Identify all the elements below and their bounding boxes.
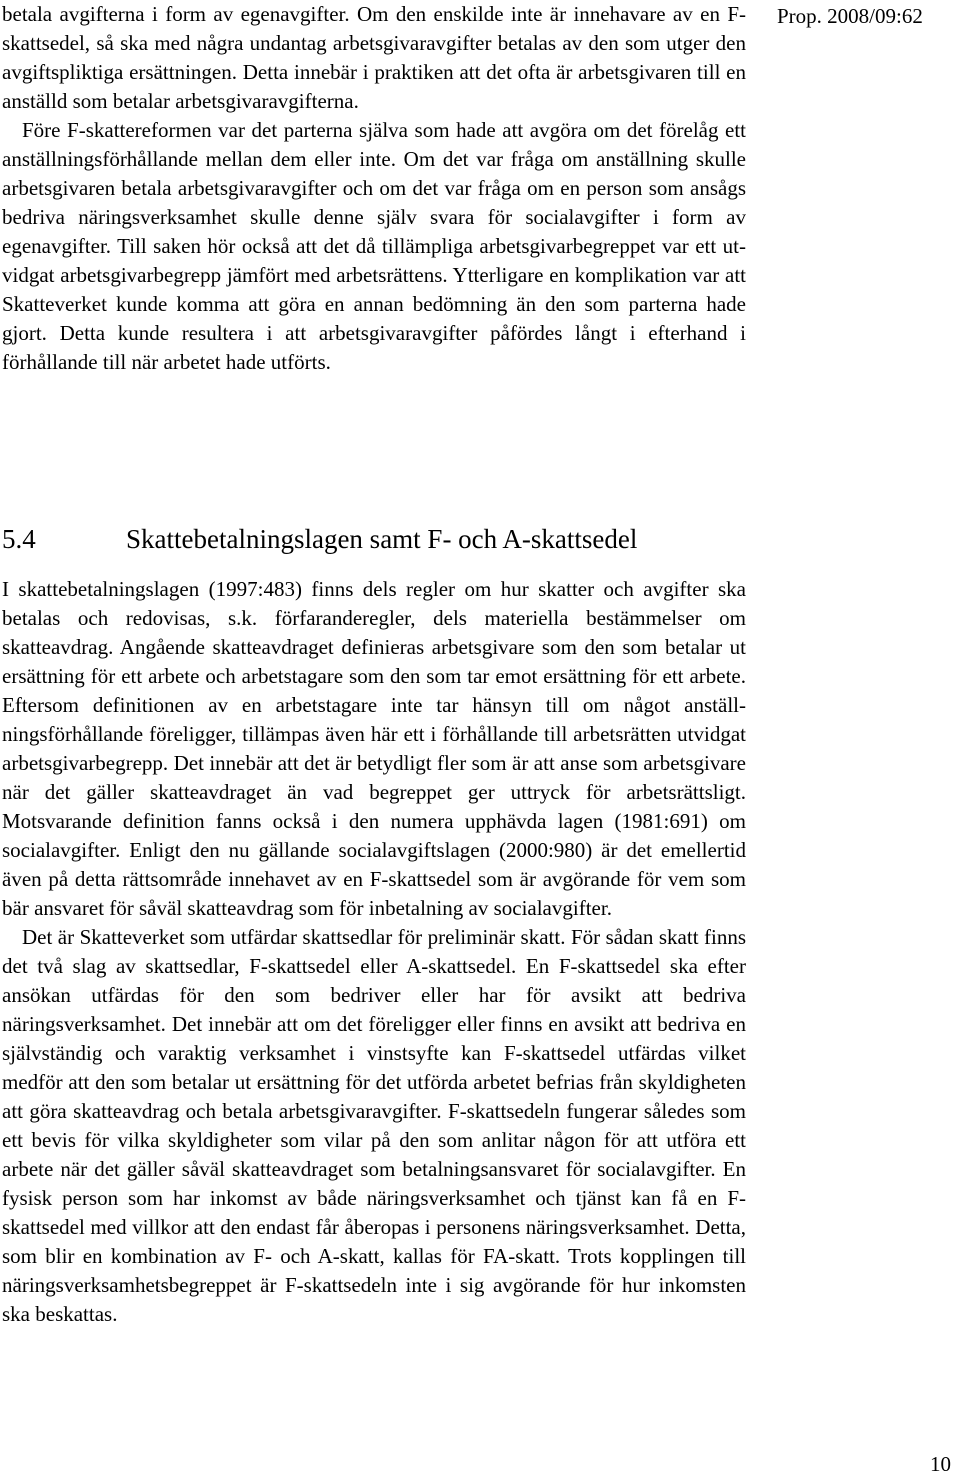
paragraph-skattebetalningslagen: I skattebetalningslagen (1997:483) finns dels regler om hur skatter och avgifter ska betalas och redovisas, s.k. förfaranderegler, dels materiella bestämmelser om skatteavdrag. Angående skatteavdraget definieras arbetsgivare som den som betalar ut ersättning för ett arbete och arbetstagare som den som tar emot ersättning för ett arbete. Eftersom definitionen av en arbetstagare inte tar hänsyn till om något anställningsförhållande föreligger, tillämpas även här ett i förhållande till arbetsrätten utvidgat arbetsgivarbegrepp. Det innebär att det är betydligt fler som är att anse som arbetsgivare när det gäller skatteavdraget än vad begreppet ger uttryck för arbetsrättsligt. Motsvarande definition fanns också i den numera upphävda lagen (1981:691) om socialavgifter. Enligt den nu gällande socialavgiftslagen (2000:980) är det emellertid även på detta rättsområde innehavet av en F-skattsedel som är avgörande för vem som bär ansvaret för såväl skatteavdrag som för inbetalning av socialavgifter.: [2, 577, 746, 920]
paragraph-skattsedlar: Det är Skatteverket som utfärdar skattsedlar för preliminär skatt. För sådan skatt finns det två slag av skattsedlar, F-skattsedel eller A-skattsedel. En F-skattsedel ska efter ansökan utfärdas för den som bedriver eller har för avsikt att bedriva näringsverksamhet. Det innebär att om det föreligger eller finns en avsikt att bedriva en självständig och varaktig verksamhet i vinstsyfte kan F-skattsedel utfärdas vilket medför att den som betalar ut ersättning för det utförda arbetet befrias från skyldigheten att göra skatteavdrag och betala arbetsgivaravgifter. F-skattsedeln fungerar således som ett bevis för vilka skyldigheter som vilar på den som anlitar någon för att utföra ett arbete när det gäller såväl skatteavdraget som betalningsansvaret för socialavgifter. En fysisk person som har inkomst av både näringsverksamhet och tjänst kan få en F-skattsedel med villkor att den endast får åberopas i personens näringsverksamhet. Detta, som blir en kombination av F- och A-skatt, kallas för FA-skatt. Trots kopplingen till näringsverksamhetsbegreppet är F-skattsedeln inte i sig avgörande för hur inkomsten ska beskattas.: [2, 925, 746, 1326]
section-text-block: [2, 575, 746, 1329]
section-title: Skattebetalningslagen samt F- och A-skattsedel: [126, 524, 638, 554]
section-heading: [2, 522, 637, 556]
paragraph-continuation: betala avgifterna i form av egenavgifter. Om den enskilde inte är innehavare av en F-skattsedel, så ska med några undantag arbetsgivaravgifter betalas av den som utger den avgiftspliktiga ersättningen. Detta innebär i praktiken att det ofta är arbetsgivaren till en anställd som betalar arbetsgivaravgifterna.: [2, 2, 746, 113]
paragraph-f-skattereformen: Före F-skattereformen var det parterna själva som hade att avgöra om det förelåg ett anställningsförhållande mellan dem eller inte. Om det var fråga om anställning skulle arbetsgivaren betala arbetsgivaravgifter och om det var fråga om en person som ansågs bedriva näringsverksamhet skulle denne själv svara för socialavgifter i form av egenavgifter. Till saken hör också att det då tillämpliga arbetsgivarbegreppet var ett utvidgat arbetsgivarbegrepp jämfört med arbetsrättens. Ytterligare en komplikation var att Skatteverket kunde komma att göra en annan bedömning än den som parterna hade gjort. Detta kunde resultera i att arbetsgivaravgifter påfördes långt i efterhand i förhållande till när arbetet hade utförts.: [2, 118, 746, 374]
top-text-block: [2, 0, 746, 377]
prop-reference: Prop. 2008/09:62: [777, 4, 923, 28]
section-number: 5.4: [2, 524, 36, 554]
page-number: 10: [930, 1452, 951, 1476]
